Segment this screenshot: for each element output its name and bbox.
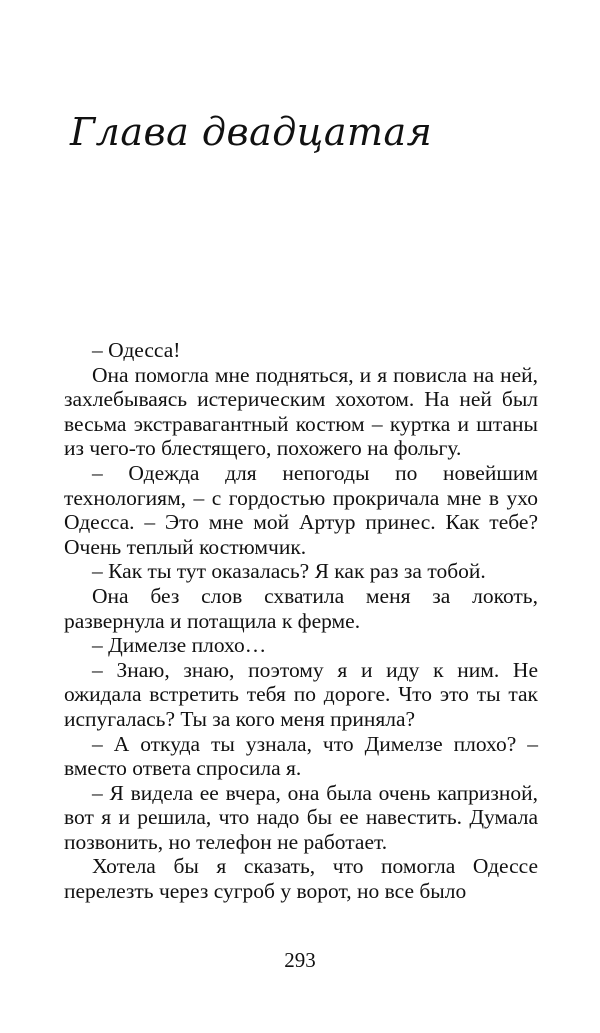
paragraph: Хотела бы я сказать, что помогла Одессе перелезть через сугроб у ворот, но все было xyxy=(64,854,538,904)
paragraph: – Я видела ее вчера, она была очень капризной, вот я и решила, что надо бы ее навестить. Думала позвонить, но телефон не работает. xyxy=(64,780,538,854)
paragraph: – Знаю, знаю, поэтому я и иду к ним. Не ожидала встретить тебя по дороге. Что это ты так испугалась? Ты за кого меня приняла? xyxy=(64,657,538,731)
chapter-title: Глава двадцатая xyxy=(70,110,433,154)
paragraph: – Одежда для непогоды по новейшим технологиям, – с гордостью прокричала мне в ухо Одесса. – Это мне мой Артур принес. Как тебе? Очень теплый костюмчик. xyxy=(64,460,538,559)
paragraph: – Одесса! xyxy=(92,338,181,362)
paragraph: Она помогла мне подняться, и я повисла на ней, захлебываясь истерическим хохотом. На ней был весьма экстравагантный костюм – куртка и штаны из чего-то блестящего, похожего на фольгу. xyxy=(64,362,538,461)
body-text xyxy=(64,338,538,904)
paragraph: – А откуда ты узнала, что Димелзе плохо? – вместо ответа спросила я. xyxy=(64,731,538,781)
paragraph: – Димелзе плохо… xyxy=(92,633,267,658)
paragraph: – Как ты тут оказалась? Я как раз за тобой. xyxy=(92,559,486,584)
page-number: 293 xyxy=(284,948,316,972)
paragraph: Она без слов схватила меня за локоть, развернула и потащила к ферме. xyxy=(64,583,538,633)
